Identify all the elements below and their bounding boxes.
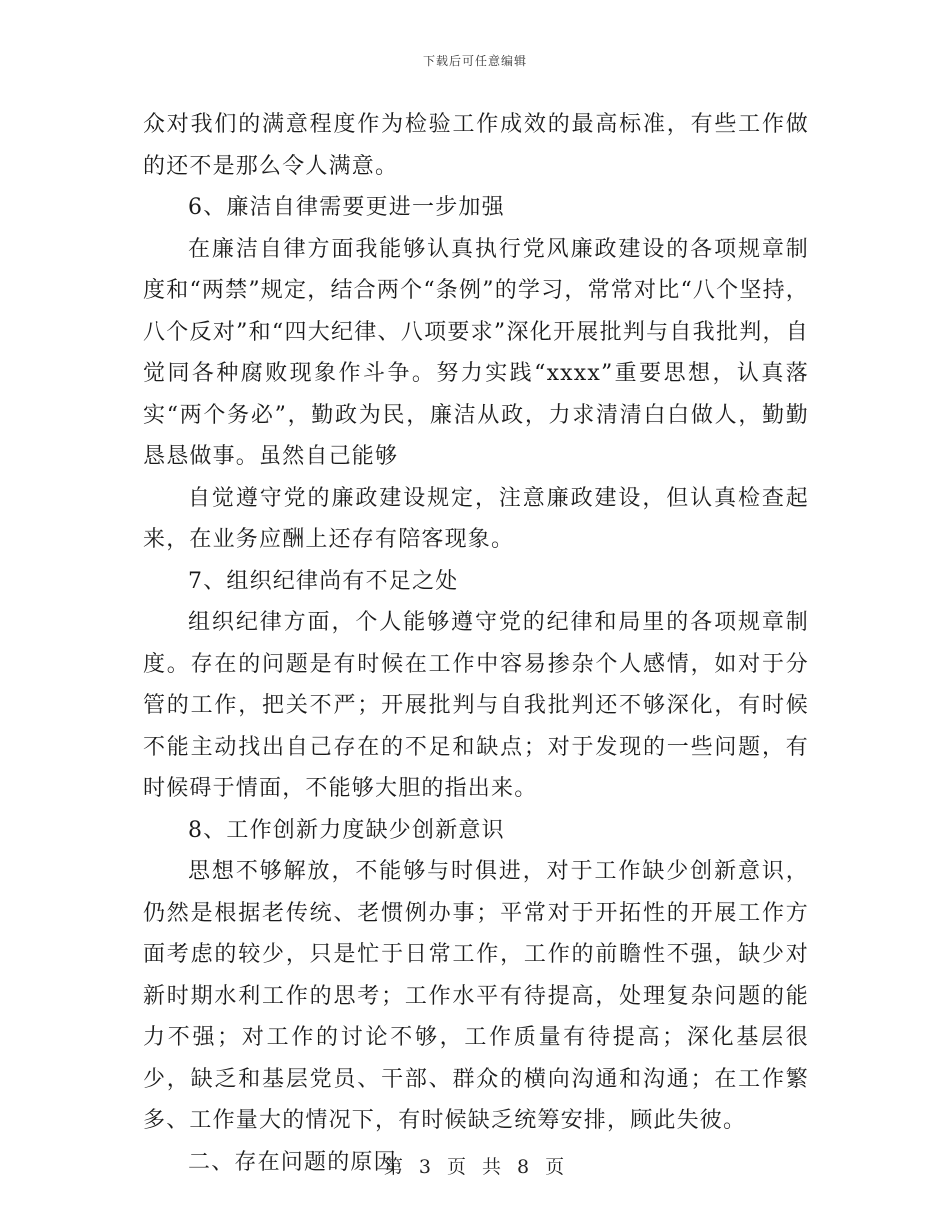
document-body — [143, 104, 809, 1183]
page-number-footer: 第 3 页 共 8 页 — [383, 1156, 567, 1178]
section-heading-6: 6、廉洁自律需要更进一步加强 — [188, 195, 505, 220]
paragraph-innovation: 思想不够解放，不能够与时俱进，对于工作缺少创新意识，仍然是根据老传统、老惯例办事；平常对于开拓性的开展工作方面考虑的较少，只是忙于日常工作，工作的前瞻性不强，缺少对新时期水利工作的思考；工作水平有待提高，处理复杂问题的能力不强；对工作的讨论不够，工作质量有待提高；深化基层很少，缺乏和基层党员、干部、群众的横向沟通和沟通；在工作繁多、工作量大的情况下，有时候缺乏统筹安排，顾此失彼。 — [143, 859, 809, 1133]
paragraph-integrity-followup: 自觉遵守党的廉政建设规定，注意廉政建设，但认真检查起来，在业务应酬上还存有陪客现象。 — [143, 485, 809, 552]
section-heading-7: 7、组织纪律尚有不足之处 — [188, 568, 459, 594]
paragraph-organizational-discipline: 组织纪律方面，个人能够遵守党的纪律和局里的各项规章制度。存在的问题是有时候在工作中容易掺杂个人感情，如对于分管的工作，把关不严；开展批判与自我批判还不够深化，有时候不能主动找出自己存在的不足和缺点；对于发现的一些问题，有时候碍于情面，不能够大胆的指出来。 — [143, 610, 809, 801]
page-header-note: 下载后可任意编辑 — [422, 54, 527, 68]
paragraph-continuation: 众对我们的满意程度作为检验工作成效的最高标准，有些工作做的还不是那么令人满意。 — [143, 112, 809, 179]
section-heading-8: 8、工作创新力度缺少创新意识 — [188, 817, 505, 843]
section-heading-causes: 二、存在问题的原因 — [188, 1149, 397, 1175]
paragraph-integrity-discipline: 在廉洁自律方面我能够认真执行党风廉政建设的各项规章制度和“两禁”规定，结合两个“条例”的学习，常常对比“八个坚持，八个反对”和“四大纪律、八项要求”深化开展批判与自我批判，自觉同各种腐败现象作斗争。努力实践“xxxx”重要思想，认真落实“两个务必”，勤政为民，廉洁从政，力求清清白白做人，勤勤恳恳做事。虽然自己能够 — [143, 236, 809, 469]
